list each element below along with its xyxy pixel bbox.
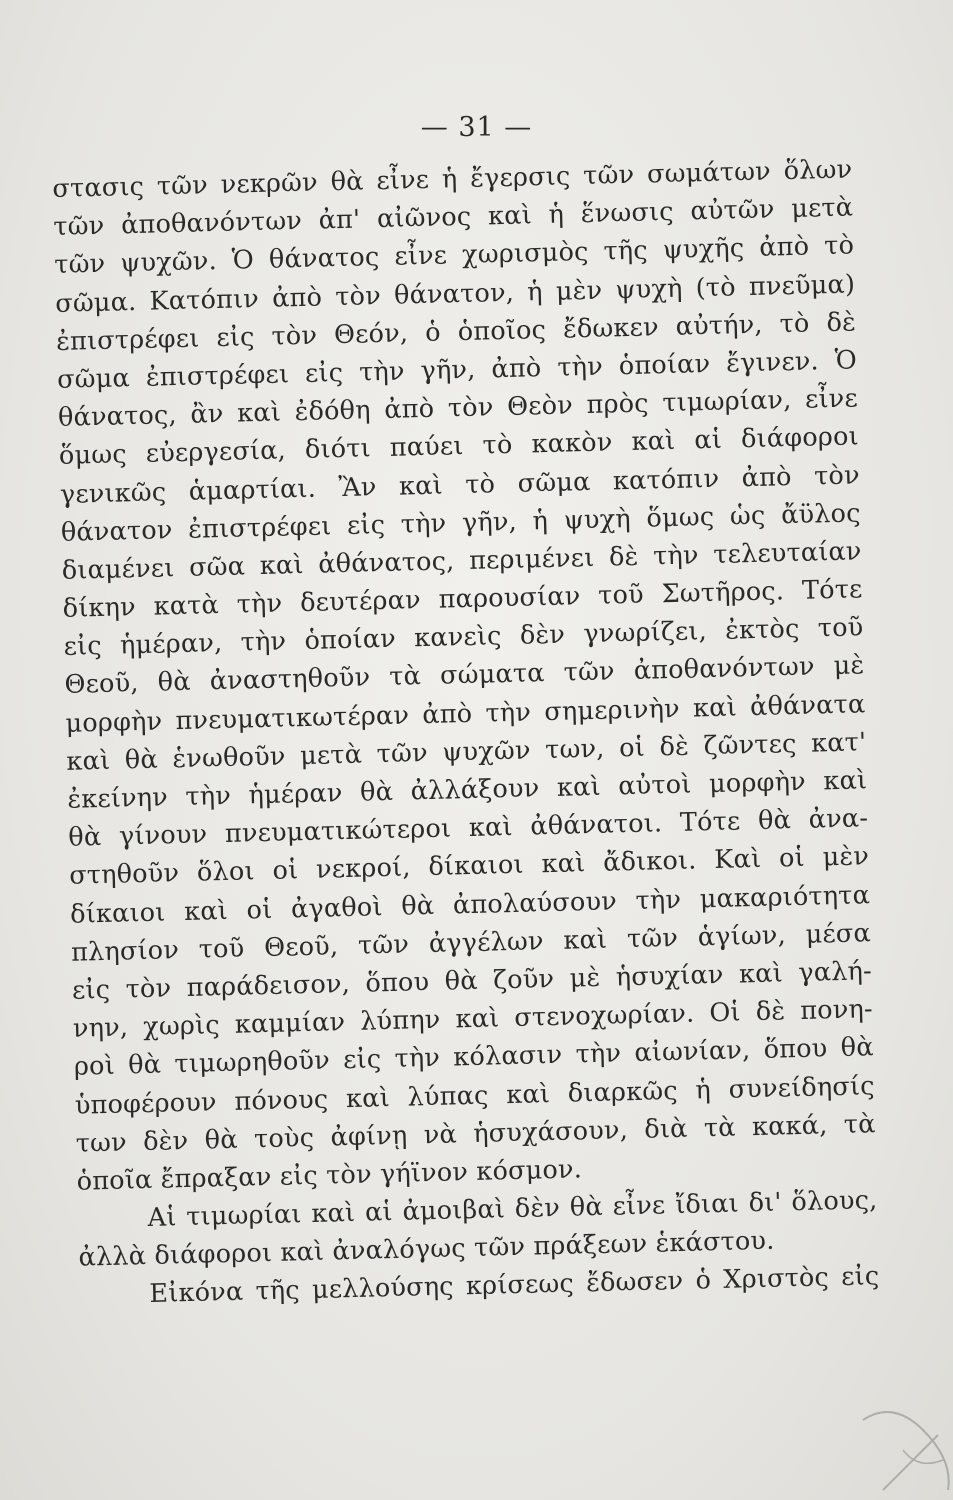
corner-stamp-mark — [843, 1380, 953, 1500]
text-line: νην, χωρὶς καμμίαν λύπην καὶ στενοχωρίαν. Οἱ δὲ πονη- — [72, 994, 874, 1044]
text-line: εἰς τὸν παράδεισον, ὅπου θὰ ζοῦν μὲ ἡσυχίαν καὶ γαλή- — [71, 956, 873, 1006]
text-line: θάνατος, ἂν καὶ ἐδόθη ἀπὸ τὸν Θεὸν πρὸς τιμωρίαν, εἶνε — [57, 383, 859, 434]
text-line: ὑποφέρουν πόνους καὶ λύπας καὶ διαρκῶς ἡ συνείδησίς — [74, 1070, 875, 1121]
text-line: ροὶ θὰ τιμωρηθοῦν εἰς τὴν κόλασιν τὴν αἰωνίαν, ὅπου θὰ — [73, 1032, 875, 1083]
text-line: διαμένει σῶα καὶ ἀθάνατος, περιμένει δὲ τὴν τελευταίαν — [61, 536, 862, 586]
text-line: πλησίον τοῦ Θεοῦ, τῶν ἀγγέλων καὶ τῶν ἁγίων, μέσα — [70, 917, 872, 968]
body-text — [52, 150, 880, 1315]
text-line: εἰς ἡμέραν, τὴν ὁποίαν κανεὶς δὲν γνωρίζει, ἐκτὸς τοῦ — [63, 612, 864, 663]
text-line: των δὲν θὰ τοὺς ἀφίνῃ νὰ ἡσυχάσουν, διὰ τὰ κακά, τὰ — [75, 1108, 876, 1159]
text-line: δίκαιοι καὶ οἱ ἀγαθοὶ θὰ ἀπολαύσουν τὴν μακαριότητα — [69, 879, 871, 930]
text-line: θὰ γίνουν πνευματικώτεροι καὶ ἀθάνατοι. Τότε θὰ ἀνα- — [67, 803, 869, 853]
text-line: στηθοῦν ὅλοι οἱ νεκροί, δίκαιοι καὶ ἄδικοι. Καὶ οἱ μὲν — [68, 841, 870, 892]
text-line: καὶ θὰ ἑνωθοῦν μετὰ τῶν ψυχῶν των, οἱ δὲ ζῶντες κατ' — [66, 727, 867, 777]
text-line: στασις τῶν νεκρῶν θὰ εἶνε ἡ ἔγερσις τῶν σωμάτων ὅλων — [52, 154, 853, 204]
page-number: — 31 — — [420, 112, 533, 143]
text-line: ὁποῖα ἔπραξαν εἰς τὸν γήϊνον κόσμον. — [76, 1154, 583, 1197]
text-line: ἐκείνην τὴν ἡμέραν θὰ ἀλλάξουν καὶ αὐτοὶ μορφὴν καὶ — [67, 765, 868, 815]
text-line: τῶν ψυχῶν. Ὁ θάνατος εἶνε χωρισμὸς τῆς ψυχῆς ἀπὸ τὸ — [53, 230, 855, 281]
text-line: σῶμα ἐπιστρέφει εἰς τὴν γῆν, ἀπὸ τὴν ὁποίαν ἔγινεν. Ὁ — [56, 345, 858, 395]
text-line: δίκην κατὰ τὴν δευτέραν παρουσίαν τοῦ Σωτῆρος. Τότε — [62, 574, 863, 624]
text-line: ὅμως εὐεργεσία, διότι παύει τὸ κακὸν καὶ αἱ διάφοροι — [58, 421, 860, 472]
text-line: θάνατον ἐπιστρέφει εἰς τὴν γῆν, ἡ ψυχὴ ὅμως ὡς ἄϋλος — [60, 498, 861, 548]
text-line: Θεοῦ, θὰ ἀναστηθοῦν τὰ σώματα τῶν ἀποθανόντων μὲ — [64, 650, 865, 701]
paragraph-start-line: Εἰκόνα τῆς μελλούσης κρίσεως ἔδωσεν ὁ Χριστὸς εἰς — [149, 1261, 880, 1310]
text-line: ἐπιστρέφει εἰς τὸν Θεόν, ὁ ὁποῖος ἔδωκεν αὐτήν, τὸ δὲ — [55, 307, 857, 357]
text-line: ἀλλὰ διάφοροι καὶ ἀναλόγως τῶν πράξεων ἑκάστου. — [78, 1225, 775, 1273]
text-line: τῶν ἀποθανόντων ἀπ' αἰῶνος καὶ ἡ ἕνωσις αὐτῶν μετὰ — [53, 192, 854, 243]
text-line: μορφὴν πνευματικωτέραν ἀπὸ τὴν σημερινὴν καὶ ἀθάνατα — [65, 688, 866, 739]
text-line: σῶμα. Κατόπιν ἀπὸ τὸν θάνατον, ἡ μὲν ψυχὴ (τὸ πνεῦμα) — [54, 268, 856, 319]
text-line: γενικῶς ἁμαρτίαι. Ἂν καὶ τὸ σῶμα κατόπιν ἀπὸ τὸν — [59, 459, 861, 510]
paragraph-start-line: Αἱ τιμωρίαι καὶ αἱ ἀμοιβαὶ δὲν θὰ εἶνε ἴδιαι δι' ὅλους, — [147, 1185, 878, 1234]
